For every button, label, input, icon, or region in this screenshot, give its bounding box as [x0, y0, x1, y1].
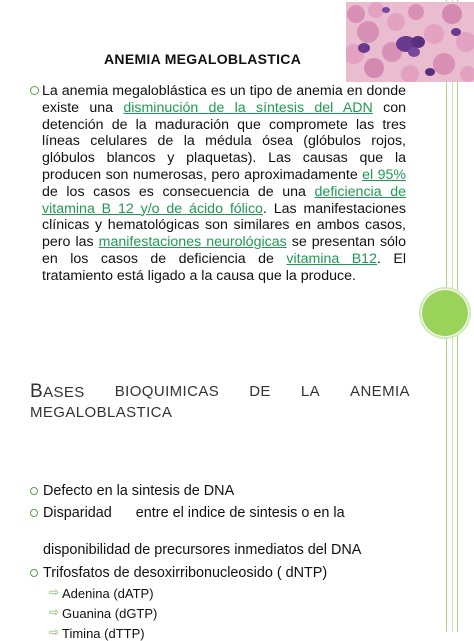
link-95-percent[interactable]: el 95%: [362, 166, 406, 183]
title-word-text: ASES: [43, 384, 85, 401]
bullet-item: [43, 565, 327, 582]
sub-item: [49, 625, 145, 641]
link-vitamin-deficiency[interactable]: deficiencia de vitamina B 12 y/o de ácido fólico: [42, 183, 406, 217]
bullet-icon: [30, 509, 38, 517]
link-vitamin-b12[interactable]: vitamina B12: [286, 250, 377, 267]
bullet-icon: [30, 569, 38, 577]
bullet-item: [43, 505, 397, 522]
bullet-icon: [30, 487, 38, 495]
link-neuro-manifestations[interactable]: manifestaciones neurológicas: [98, 234, 287, 251]
bullet-text: disponibilidad de precursores inmediatos del DNA: [43, 542, 362, 558]
arrow-icon: ⇨: [49, 625, 60, 639]
sub-item: [49, 585, 154, 601]
slide-title: ANEMIA MEGALOBLASTICA: [104, 51, 302, 67]
title-word: [30, 382, 85, 403]
bullet-item-continued: [43, 542, 361, 559]
sub-item-text: Guanina (dGTP): [62, 606, 158, 621]
body-paragraph: [42, 83, 406, 285]
bullet-text: Disparidad entre el indice de sintesis o en la: [43, 505, 345, 521]
blood-smear-image: [346, 2, 474, 82]
decorative-circle: [422, 290, 468, 336]
arrow-icon: ⇨: [49, 585, 60, 599]
para-text: se presentan sólo en los casos de deficiencia de: [42, 234, 406, 267]
border-line: [457, 340, 458, 632]
title-word: ANEMIA: [350, 383, 410, 400]
title-word: BIOQUIMICAS: [114, 383, 220, 400]
border-line: [452, 340, 453, 632]
sub-item: [49, 605, 158, 621]
sub-item-text: Timina (dTTP): [62, 626, 145, 641]
slide-2-title: [30, 382, 410, 423]
title-row-2: MEGALOBLASTICA: [30, 404, 173, 421]
arrow-icon: ⇨: [49, 605, 60, 619]
para-text: con detención de la maduración que compromete las tres líneas celulares de la médula ósea (glóbulos rojos, glóbulos blancos y plaquetas). Las causas que la producen son numerosas, pero aproximadamente: [42, 99, 406, 183]
para-text: . Las manifestaciones clínicas y hematológicas son similares en ambos casos, pero las: [42, 200, 406, 251]
para-text: de los casos es consecuencia de una: [42, 183, 315, 200]
bullet-text: Defecto en la sintesis de DNA: [43, 483, 235, 499]
border-line: [446, 340, 447, 632]
para-text: . El tratamiento está ligado a la causa que la produce.: [42, 250, 406, 284]
link-dna-synthesis[interactable]: disminución de la síntesis del ADN: [123, 99, 373, 116]
title-initial: B: [30, 381, 44, 402]
bullet-text: Trifosfatos de desoxirribonucleosido ( dNTP): [43, 565, 328, 581]
title-word: LA: [300, 383, 321, 400]
sub-item-text: Adenina (dATP): [62, 586, 154, 601]
para-text: La anemia megaloblástica es un tipo de anemia en donde existe una: [42, 83, 406, 116]
bullet-item: [43, 483, 234, 500]
bullet-icon: [30, 86, 39, 95]
title-word: DE: [249, 383, 271, 400]
